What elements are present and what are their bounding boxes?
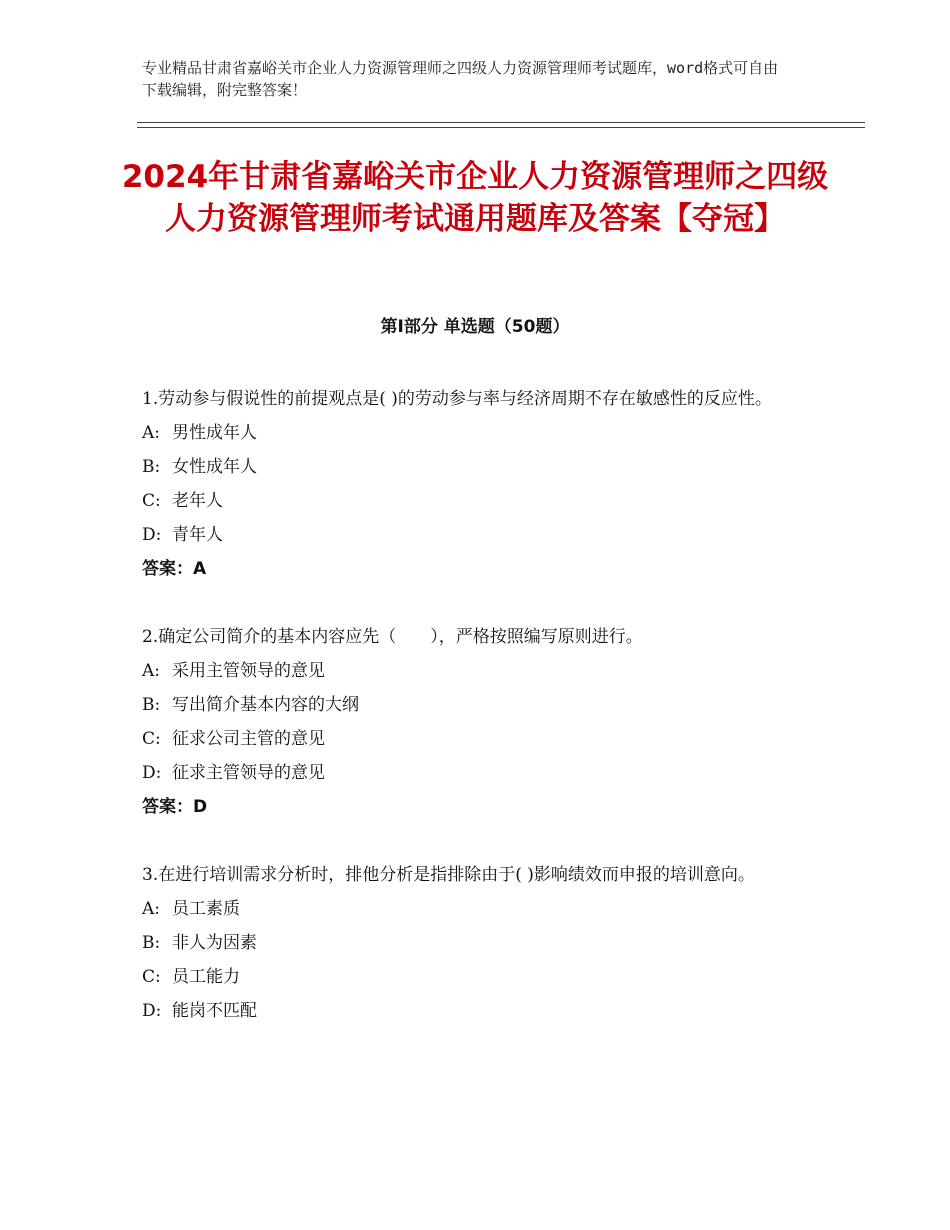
option-key: A:	[142, 423, 161, 443]
option-a	[142, 416, 822, 450]
option-c	[142, 960, 822, 994]
option-a	[142, 654, 822, 688]
question-3	[142, 858, 822, 1028]
option-c	[142, 722, 822, 756]
option-text: 员工能力	[172, 967, 240, 987]
option-text: 能岗不匹配	[172, 1001, 257, 1021]
option-key: A:	[142, 899, 161, 919]
option-text: 员工素质	[172, 899, 240, 919]
answer-line: 答案：A	[142, 559, 207, 579]
option-text: 女性成年人	[172, 457, 257, 477]
option-key: C:	[142, 491, 161, 511]
option-text: 老年人	[172, 491, 223, 511]
document-title: 2024年甘肃省嘉峪关市企业人力资源管理师之四级人力资源管理师考试通用题库及答案【夺冠】	[121, 159, 829, 237]
option-d	[142, 518, 822, 552]
question-2	[142, 620, 822, 824]
section-heading: 第Ⅰ部分 单选题（50题）	[380, 317, 570, 337]
question-1	[142, 382, 822, 586]
option-key: B:	[142, 695, 161, 715]
option-key: D:	[142, 525, 162, 545]
option-key: D:	[142, 763, 162, 783]
option-key: C:	[142, 967, 161, 987]
option-b	[142, 688, 822, 722]
option-b	[142, 450, 822, 484]
option-a	[142, 892, 822, 926]
question-list	[142, 382, 822, 1062]
option-key: B:	[142, 457, 161, 477]
answer-line: 答案：D	[142, 797, 208, 817]
option-text: 非人为因素	[172, 933, 257, 953]
option-d	[142, 994, 822, 1028]
option-text: 征求主管领导的意见	[172, 763, 325, 783]
option-key: C:	[142, 729, 161, 749]
question-stem: 1.劳动参与假说性的前提观点是( )的劳动参与率与经济周期不存在敏感性的反应性。	[142, 389, 772, 409]
header-divider	[137, 122, 865, 128]
header-note: 专业精品甘肃省嘉峪关市企业人力资源管理师之四级人力资源管理师考试题库，word格式可自由下载编辑，附完整答案！	[142, 59, 779, 99]
option-text: 青年人	[172, 525, 223, 545]
option-text: 采用主管领导的意见	[172, 661, 325, 681]
option-c	[142, 484, 822, 518]
option-key: A:	[142, 661, 161, 681]
option-text: 征求公司主管的意见	[172, 729, 325, 749]
option-key: D:	[142, 1001, 162, 1021]
option-b	[142, 926, 822, 960]
option-text: 写出简介基本内容的大纲	[172, 695, 359, 715]
question-stem: 2.确定公司简介的基本内容应先（ ），严格按照编写原则进行。	[142, 627, 643, 647]
option-key: B:	[142, 933, 161, 953]
question-stem: 3.在进行培训需求分析时，排他分析是指排除由于( )影响绩效而申报的培训意向。	[142, 865, 755, 885]
option-text: 男性成年人	[172, 423, 257, 443]
option-d	[142, 756, 822, 790]
